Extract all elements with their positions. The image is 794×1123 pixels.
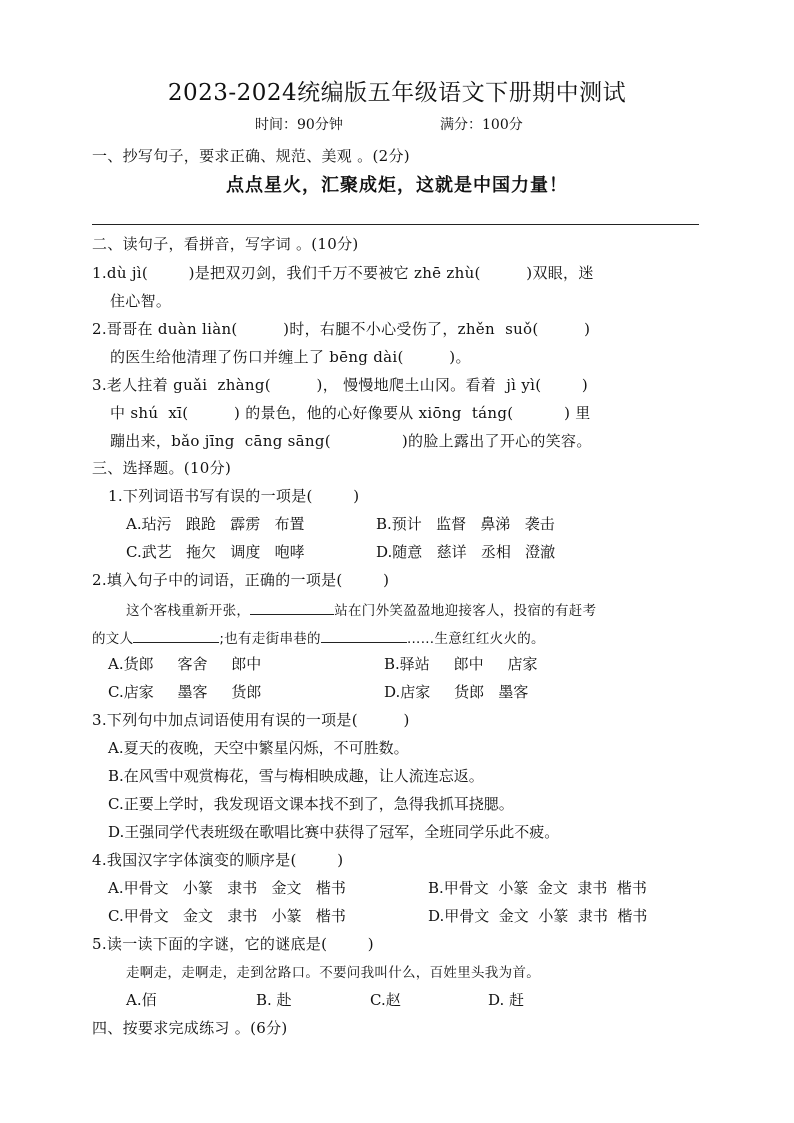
q5-option-a: A.佰 (126, 991, 157, 1009)
q2-blank-1 (250, 599, 334, 615)
section2-q2-line2: 的医生给他清理了伤口并缠上了 bēng dài( )。 (110, 348, 471, 366)
q4-option-a: A.甲骨文 小篆 隶书 金文 楷书 (108, 879, 346, 897)
q5-option-c: C.赵 (370, 991, 401, 1009)
q1-option-b: B.预计 监督 鼻涕 袭击 (376, 515, 555, 533)
q2-blank-3 (321, 627, 407, 643)
q4-option-c: C.甲骨文 金文 隶书 小篆 楷书 (108, 907, 346, 925)
q3-option-a: A.夏天的夜晚，天空中繁星闪烁，不可胜数。 (108, 739, 409, 757)
q2-stem: 2.填入句子中的词语，正确的一项是( ) (92, 571, 390, 589)
copy-sentence: 点点星火，汇聚成炬，这就是中国力量！ (226, 175, 568, 196)
q2-passage-part2: 站在门外笑盈盈地迎接客人，投宿的有赶考 (334, 603, 597, 619)
section4-heading: 四、按要求完成练习 。(6分) (92, 1019, 288, 1037)
section2-heading: 二、读句子，看拼音，写字词 。(10分) (92, 235, 359, 253)
q2-option-a: A.货郎 客舍 郎中 (108, 655, 262, 673)
q5-option-b: B. 赴 (256, 991, 292, 1009)
q2-passage-part1: 这个客栈重新开张， (126, 603, 251, 619)
section2-q3-line2: 中 shú xī( ) 的景色，他的心好像要从 xiōng táng( ) 里 (110, 404, 591, 422)
q2-passage-part5: ……生意红红火火的。 (406, 631, 545, 647)
q2-option-d: D.店家 货郎 墨客 (384, 683, 529, 701)
section2-q2-line1: 2.哥哥在 duàn liàn( )时，右腿不小心受伤了，zhěn suǒ( ) (92, 320, 591, 338)
q2-blank-2 (133, 627, 219, 643)
section3-heading: 三、选择题。(10分) (92, 459, 232, 477)
q5-option-d: D. 赶 (488, 991, 525, 1009)
q1-option-a: A.玷污 踉跄 霹雳 布置 (126, 515, 305, 533)
q1-option-d: D.随意 慈详 丞相 澄澈 (376, 543, 556, 561)
answer-line (92, 224, 699, 225)
q4-option-b: B.甲骨文 小篆 金文 隶书 楷书 (428, 879, 647, 897)
q5-stem: 5.读一读下面的字谜，它的谜底是( ) (92, 935, 374, 953)
q2-passage-part3: 的文人 (92, 631, 134, 647)
q2-option-c: C.店家 墨客 货郎 (108, 683, 262, 701)
q3-option-d: D.王强同学代表班级在歌唱比赛中获得了冠军，全班同学乐此不疲。 (108, 823, 560, 841)
q1-option-c: C.武艺 拖欠 调度 咆哮 (126, 543, 305, 561)
q5-riddle: 走啊走，走啊走，走到岔路口。不要问我叫什么，百姓里头我为首。 (126, 965, 540, 981)
q3-option-c: C.正要上学时，我发现语文课本找不到了，急得我抓耳挠腮。 (108, 795, 514, 813)
q3-stem: 3.下列句中加点词语使用有误的一项是( ) (92, 711, 410, 729)
section2-q1-line2: 住心智。 (110, 292, 172, 310)
section2-q3-line3: 蹦出来，bǎo jīng cāng sāng( )的脸上露出了开心的笑容。 (110, 432, 592, 450)
q1-stem: 1.下列词语书写有误的一项是( ) (108, 487, 360, 505)
exam-title: 2023-2024统编版五年级语文下册期中测试 (167, 80, 627, 106)
q2-passage-line1 (126, 599, 596, 621)
exam-score: 满分：100分 (440, 117, 523, 133)
section1-heading: 一、抄写句子，要求正确、规范、美观 。(2分) (92, 147, 410, 165)
q2-option-b: B.驿站 郎中 店家 (384, 655, 538, 673)
exam-time: 时间：90分钟 (255, 117, 343, 133)
section2-q3-line1: 3.老人拄着 guǎi zhàng( )， 慢慢地爬土山冈。看着 jì yì( ) (92, 376, 589, 394)
q4-stem: 4.我国汉字字体演变的顺序是( ) (92, 851, 344, 869)
q2-passage-line2 (92, 627, 545, 649)
q4-option-d: D.甲骨文 金文 小篆 隶书 楷书 (428, 907, 648, 925)
q2-passage-part4: ;也有走街串巷的 (219, 631, 321, 647)
q3-option-b: B.在风雪中观赏梅花，雪与梅相映成趣，让人流连忘返。 (108, 767, 484, 785)
section2-q1-line1: 1.dù jì( )是把双刃剑，我们千万不要被它 zhē zhù( )双眼，迷 (92, 264, 594, 282)
